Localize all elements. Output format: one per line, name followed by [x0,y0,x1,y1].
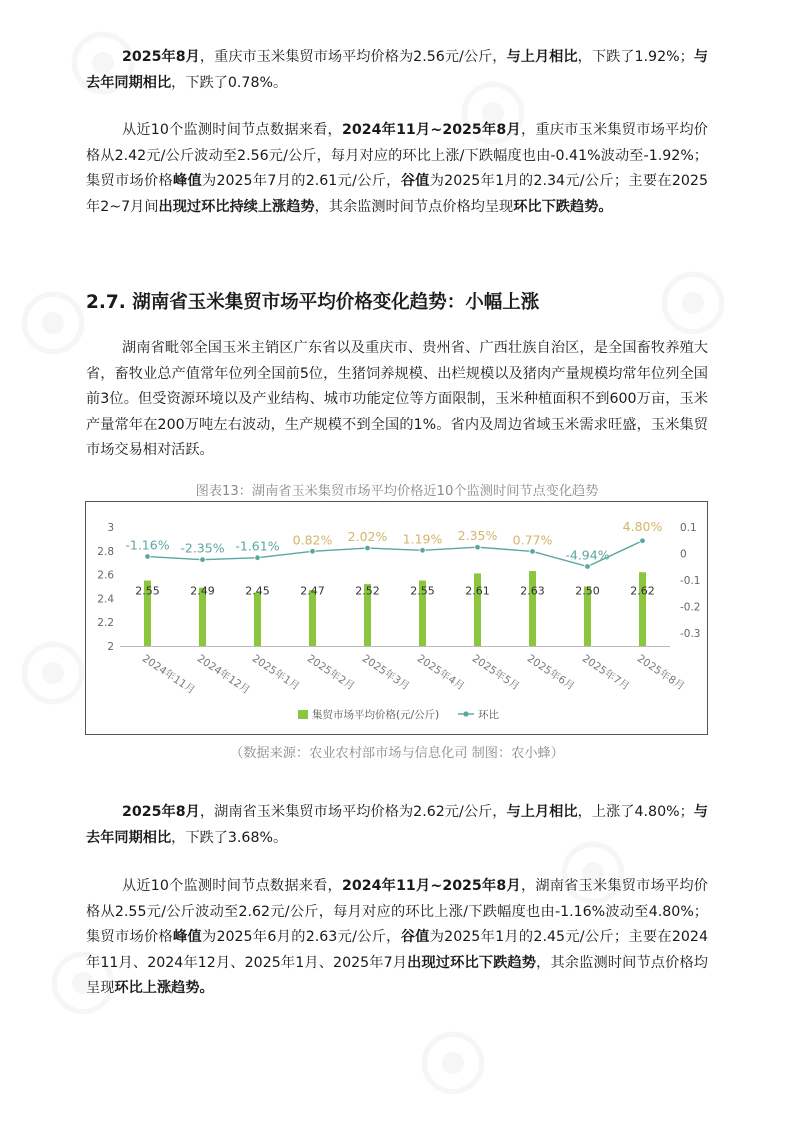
mom-change-label: 2.02% [347,529,388,545]
mom-change-label: -2.35% [180,540,225,556]
figure-caption: 图表13：湖南省玉米集贸市场平均价格近10个监测时间节点变化趋势 [195,484,599,499]
date-highlight: 2025年8月 [122,49,200,65]
x-tick-label: 2024年11月 [139,652,198,697]
price-trend-chart [85,501,708,735]
y-left-tick-label: 2.8 [97,545,114,558]
mom-change-point [255,555,261,561]
peak-highlight: 峰值 [172,929,202,945]
bar-value-label: 2.45 [245,584,270,598]
mom-change-label: 2.35% [457,528,498,544]
bar-value-label: 2.52 [355,584,380,598]
date-highlight: 2025年8月 [122,804,200,820]
y-left-tick-label: 2.2 [97,617,114,630]
y-left-tick-label: 2.4 [97,593,114,606]
mom-change-point [585,564,591,570]
mom-change-label: 1.19% [402,531,443,547]
trend-highlight: 出现过环比下跌趋势 [407,954,537,971]
y-right-tick-label: 0.1 [680,522,697,534]
mom-change-label: 0.82% [292,532,333,548]
paragraph-text: ，下跌了1.92%； [577,49,694,65]
mom-highlight: 与上月相比 [506,804,578,820]
trend-highlight: 环比下跌趋势。 [513,198,613,215]
x-tick-label: 2025年7月 [579,652,632,693]
watermark-bee-icon [660,270,726,336]
trough-highlight: 谷值 [400,929,430,945]
data-source-note: （数据来源：农业农村部市场与信息化司 制图：农小蜂） [230,746,564,761]
trough-highlight: 谷值 [400,173,430,189]
mom-change-label: 4.80% [622,518,663,534]
legend-bar-label: 集贸市场平均价格(元/公斤) [312,709,440,721]
peak-highlight: 峰值 [172,173,202,189]
paragraph-text: 为2025年1月的2.34元/公斤；主要在2025年2~7月间 [86,173,708,215]
paragraph-text: ，下跌了3.68%。 [171,829,288,846]
x-tick-label: 2025年4月 [414,652,467,693]
x-tick-label: 2025年6月 [524,652,577,693]
y-right-tick-label: -0.3 [680,627,701,640]
bar-value-label: 2.47 [300,584,325,598]
mom-change-point [310,548,316,554]
chart-canvas [86,502,707,734]
mom-change-label: -4.94% [565,547,610,563]
paragraph-text: ，其余监测时间节点价格均呈现 [314,198,514,215]
x-tick-label: 2025年1月 [249,652,302,693]
paragraph-text: 为2025年7月的2.61元/公斤， [201,173,401,189]
legend-line-marker [463,711,468,716]
bar-value-label: 2.55 [410,584,435,598]
y-right-tick-label: 0 [680,548,687,561]
mom-change-point [420,547,426,553]
legend-bar-swatch [298,710,308,719]
watermark-bee-icon [20,290,86,356]
mom-change-label: -1.61% [235,538,280,554]
hunan-summary-paragraph [86,800,708,851]
paragraph-text: 从近10个监测时间节点数据来看， [122,122,342,138]
paragraph-text: 为2025年1月的2.45元/公斤；主要在2024年11月、2024年12月、2025年1月、2025年7月 [86,929,708,971]
period-highlight: 2024年11月~2025年8月 [341,878,521,894]
bar-value-label: 2.55 [135,584,160,598]
mom-change-point [145,554,151,560]
x-tick-label: 2025年2月 [304,652,357,693]
y-right-tick-label: -0.1 [680,574,701,587]
price-bar [639,572,646,646]
mom-change-label: -1.16% [125,537,170,553]
price-bar [309,590,316,646]
trend-highlight: 环比上涨趋势。 [114,980,214,996]
mom-change-point [530,549,536,555]
paragraph-text: 为2025年6月的2.63元/公斤， [201,929,401,945]
chongqing-summary-paragraph [86,45,708,96]
price-bar [254,592,261,646]
mom-change-point [640,538,646,544]
x-tick-label: 2025年3月 [359,652,412,693]
hunan-trend-paragraph [86,874,708,1002]
legend-line-label: 环比 [478,709,499,721]
watermark-bee-icon [420,1030,486,1096]
section-heading: 2.7. 湖南省玉米集贸市场平均价格变化趋势：小幅上涨 [86,292,540,313]
bar-value-label: 2.49 [190,584,215,598]
y-right-tick-label: -0.2 [680,601,701,614]
x-tick-label: 2025年5月 [469,652,522,693]
paragraph-text: ，湖南省玉米集贸市场平均价格从2.55元/公斤波动至2.62元/公斤，每月对应的环比上涨/下跌幅度也由-1.16%波动至4.80%；集贸市场价格 [86,878,708,945]
paragraph-text: ，重庆市玉米集贸市场平均价格从2.42元/公斤波动至2.56元/公斤，每月对应的环比上涨/下跌幅度也由-0.41%波动至-1.92%；集贸市场价格 [86,122,708,189]
yoy-highlight: 与去年同期相比 [86,804,708,846]
y-left-tick-label: 3 [107,522,114,534]
paragraph-text: ，重庆市玉米集贸市场平均价格为2.56元/公斤， [199,49,507,65]
period-highlight: 2024年11月~2025年8月 [341,122,521,138]
mom-change-point [475,544,481,550]
bar-value-label: 2.63 [520,584,545,598]
yoy-highlight: 与去年同期相比 [86,49,708,91]
mom-highlight: 与上月相比 [506,49,578,65]
x-tick-label: 2024年12月 [194,652,253,697]
bar-value-label: 2.50 [575,584,600,598]
paragraph-text: ，其余监测时间节点价格均呈现 [86,954,708,996]
price-bar [529,571,536,646]
paragraph-text: ，上涨了4.80%； [577,804,694,820]
x-tick-label: 2025年8月 [634,652,687,693]
chongqing-trend-paragraph [86,118,708,220]
paragraph-text: 从近10个监测时间节点数据来看， [122,878,342,894]
mom-change-label: 0.77% [512,532,553,548]
bar-value-label: 2.62 [630,584,655,598]
hunan-intro-paragraph: 湖南省毗邻全国玉米主销区广东省以及重庆市、贵州省、广西壮族自治区，是全国畜牧养殖大省，畜牧业总产值常年位列全国前5位，生猪饲养规模、出栏规模以及猪肉产量规模均常年位列全国前3位。但受资源环境以及产业结构、城市功能定位等方面限制，玉米种植面积不到600万亩，玉米产量常年在200万吨左右波动，生产规模不到全国的1%。省内及周边省域玉米需求旺盛，玉米集贸市场交易相对活跃。 [86,340,708,458]
mom-change-point [365,545,371,551]
trend-highlight: 出现过环比持续上涨趋势 [158,198,315,215]
y-left-tick-label: 2.6 [97,569,114,582]
mom-change-point [200,557,206,563]
y-left-tick-label: 2 [107,641,114,653]
bar-value-label: 2.61 [465,584,490,598]
paragraph-text: ，下跌了0.78%。 [171,74,288,91]
paragraph-text: ，湖南省玉米集贸市场平均价格为2.62元/公斤， [199,804,507,820]
watermark-bee-icon [20,640,86,706]
